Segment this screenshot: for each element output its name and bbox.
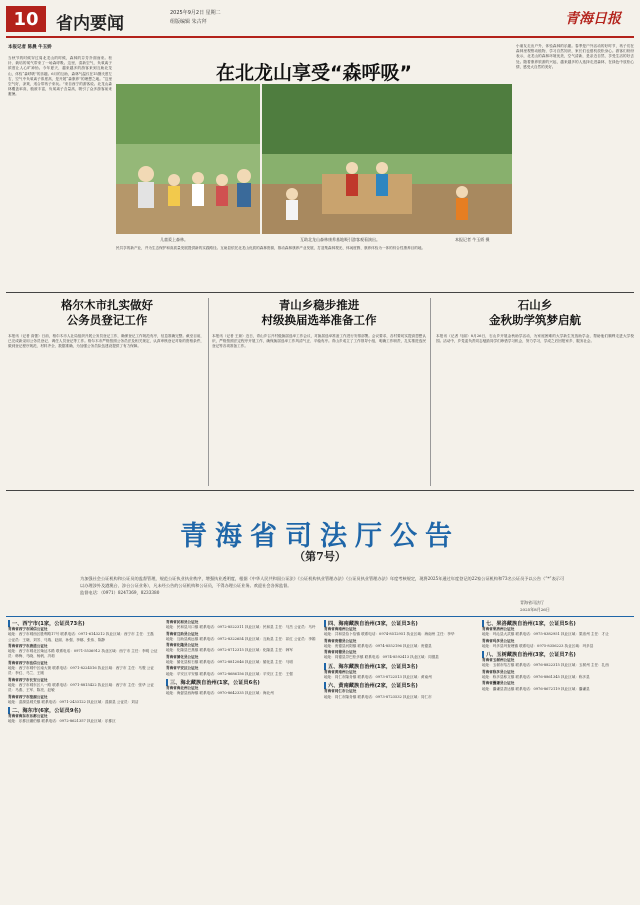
notice-entry (324, 689, 474, 700)
notice-top-rule (6, 616, 634, 617)
notice-entry (482, 627, 634, 638)
notice-entry (166, 655, 316, 666)
feature-body-left: 当秋节的时候穿过周北龙山的时候，森林的芬芳扑面而来。松针、栽培的氧气带来了一场森呼吸。这里，清新空气，负氧离子浓度让人心旷神怡。今年夏天，越来越多的游客来到互助北龙山，体验“森呼吸”的乐趣。6月的互助，森林气温仅在15摄氏度左右，空气中负氧离子浓度高，是开展“森康养”的理想之地。“这里空气好，凉爽，适合带孩子来玩。”来自西宁的游客说。北龙山森林覆盖率高，植被丰富，负氧离子含量高，吸引了众多游客前来避暑。 (8, 56, 112, 97)
feature-photo-left (116, 84, 260, 234)
notice-intro: 为加强社会公证机构和公证员的监督管理，规范公证执业执业秩序，增强执业透明度，根据《中华人民共和国公证法》《公证机构执业管理办法》《公证员执业管理办法》年度考核规定，现将2025年通过年度登记的22家公证机构和73名公证员予以公告（“*”表示可以办理涉外及港澳台、涉台公证业务），凡未经公告的公证机构和公证员，不得办理公证业务。欢迎社会各界监督。 (80, 576, 565, 588)
forest-performance-photo-icon (262, 84, 512, 234)
notice-section-heading: 一、西宁市(1家，公证员73名) (8, 620, 158, 627)
children-photo-icon (116, 84, 260, 234)
notice-entry (8, 627, 158, 643)
notice-entry (324, 627, 474, 638)
newspaper-logo: 青海日报 (565, 11, 621, 27)
section-title: 省内要闻 (56, 14, 124, 34)
entry-detail: 地址：玛多县玛查理镇 联系电话：0975-8356223 执业区域：玛多县 (482, 643, 594, 648)
entry-detail: 地址：西宁市城西区胜利路17号 联系电话：0971-6143212 执业区域：西宁市 主任：王磊 公证员：王晓、刘芳、马瑞、赵丽、孙强、李娜、张伟、陈静 (8, 632, 154, 642)
entry-detail: 地址：海晏县西海镇 联系电话：0970-8642335 执业区域：海北州 (166, 691, 274, 696)
entry-name: 青海省西宁市国信公证处 (8, 627, 48, 631)
entry-detail: 地址：同德县尕巴松多镇 联系电话：0974-8592413 执业区域：同德县 (324, 655, 439, 660)
article-body-geermu: 本报讯（记者 高蕾）日前，格尔木市人社局组织开展公务员登记工作，确保登记工作规范有序，信息准确完整。截至目前，已完成新录用公务员登记、调任人员登记等工作。格尔木市严格按照公务员法及相关规定，认真审核登记对象的资格条件，做到登记程序规范、材料齐全、数据准确，为加强公务员队伍建设提供了有力保障。 (8, 334, 204, 349)
editor-line: 组版编辑 朱古拜 (170, 19, 207, 25)
entry-detail: 地址：湟源县城关镇 联系电话：0971-2433122 执业区域：湟源县 公证员：刘洁 (8, 699, 139, 704)
notice-entry (166, 666, 316, 677)
notice-signature-org: 青海省司法厅 (520, 600, 544, 605)
entry-name: 青海省循化县公证处 (166, 654, 199, 659)
notice-entry (166, 686, 316, 697)
notice-entry (482, 670, 634, 681)
entry-detail: 地址：西宁市城东区八一路 联系电话：0971-8815422 执业区域：西宁市 主任：张华 公证员：马燕、王军、陈亮、赵敏 (8, 682, 154, 693)
notice-entry (8, 714, 158, 725)
feature-body-right: 小朋友走出户外，体验森林的乐趣。春季是户外活动的好时节，孩子们在森林里观察动植物，学习自然知识，家长们也借机放松身心。游客们纷纷表示，北龙山的森林环境优美，空气清新，是亲近自然、享受生活的好去处。随着康养旅游的兴起，越来越多的人选择走进森林，在绿色中放松心情，感受大自然的美好。 (516, 44, 634, 69)
notice-entry (482, 639, 634, 650)
notice-entry (482, 681, 634, 692)
photo-caption-left: 儿童爱上森林。 (160, 237, 188, 242)
notice-col-3 (324, 620, 474, 902)
notice-entry (324, 639, 474, 650)
entry-detail: 地址：互助县威远镇 联系电话：0972-8322654 执业区域：互助县 主任：祁红 公证员：李娟 (166, 636, 316, 641)
entry-name: 青海省西宁市法信公证处 (8, 660, 48, 665)
notice-col-2 (166, 620, 316, 902)
notice-entry (8, 644, 158, 660)
notice-phone: 监督电话：（0971）8247369，8233380 (80, 590, 160, 595)
entry-name: 青海省西宁市唐道公证处 (8, 643, 48, 648)
notice-col-1 (8, 620, 158, 902)
entry-name: 青海省平安区公证处 (166, 666, 199, 671)
articles-divider (6, 490, 634, 491)
page-number: 10 (6, 6, 46, 32)
entry-detail: 地址：同仁市隆务镇 联系电话：0973-8723532 执业区域：同仁市 (324, 694, 432, 699)
article-col-divider-1 (208, 298, 209, 486)
entry-detail: 地址：循化县积石镇 联系电话：0972-8812046 执业区域：循化县 主任：马明 (166, 660, 293, 665)
entry-name: 青海省同德县公证处 (324, 650, 357, 655)
notice-entry (166, 643, 316, 654)
entry-detail: 地址：囊谦县香达镇 联系电话：0976-8672119 执业区域：囊谦县 (482, 686, 590, 691)
entry-detail: 地址：平安区平安镇 联系电话：0972-8686156 执业区域：平安区 主任：王强 (166, 671, 293, 676)
entry-detail: 地址：玛沁县大武镇 联系电话：0975-8382951 执业区域：果洛州 主任：才让 (482, 632, 609, 637)
notice-section-heading: 七、果洛藏族自治州(1家，公证员5名) (482, 620, 634, 627)
article-body-shishan: 本报讯（记者 马丽）8月26日，石山乡开展金秋助学活动，为家庭困难的大学新生发放助学金，帮助他们顺利走进大学校园。活动中，乡党委负责同志勉励同学们珍惜学习机会，努力学习，学成之后回报家乡、服务社会。 (436, 334, 634, 344)
notice-section-heading: 三、海北藏族自治州(1家，公证员6名) (166, 679, 316, 686)
notice-title: 青海省司法厅公告 (180, 521, 460, 552)
entry-detail: 地址：民和县川口镇 联系电话：0972-8522311 执业区域：民和县 主任：马杰 公证员：马玲 (166, 625, 316, 630)
feature-divider (6, 292, 634, 293)
notice-section-heading: 八、玉树藏族自治州(3家，公证员7名) (482, 651, 634, 658)
feature-photo-right (262, 84, 512, 234)
article-body-qingshan: 本报讯（记者 王琼）近日，青山乡召开村级换届选举工作会议，对换届选举准备工作进行安排部署。会议要求，各村要切实提高思想认识，严格按照法定程序开展工作，确保换届选举工作风清气正、平稳有序。青山乡成立了工作领导小组，明确工作职责，扎实推进选民登记等各项准备工作。 (212, 334, 426, 349)
entry-name: 青海省民和县公证处 (166, 620, 199, 624)
entry-detail: 地址：西宁市城北区柴达木路 联系电话：0971-5536912 执业区域：西宁市 主任：李明 公证员：韩梅、马晓、杨帆、冯莉 (8, 649, 158, 659)
notice-entry (8, 678, 158, 694)
article-title-geermu: 格尔木市扎实做好 公务员登记工作 (61, 298, 153, 327)
entry-name: 青海省称多县公证处 (482, 669, 515, 674)
entry-detail: 地址：称多县称文镇 联系电话：0976-8861345 执业区域：称多县 (482, 675, 590, 680)
notice-entry (8, 661, 158, 677)
entry-detail: 地址：化隆县巴燕镇 联系电话：0972-8712315 执业区域：化隆县 主任：韩军 (166, 648, 293, 653)
entry-detail: 地址：同仁市隆务镇 联系电话：0973-8722513 执业区域：黄南州 (324, 675, 432, 680)
notice-number: （第7号） (294, 550, 346, 563)
entry-name: 青海省化隆县公证处 (166, 643, 199, 648)
notice-col-4 (482, 620, 634, 902)
notice-entry (166, 632, 316, 643)
photo-credit: 本报记者 牛玉娇 摄 (455, 237, 490, 242)
notice-entry (482, 658, 634, 669)
feature-title: 在北龙山享受“森呼吸” (216, 62, 412, 84)
entry-name: 青海省黄南州公证处 (324, 669, 357, 674)
date-line: 2025年9月2日 星期二 (170, 10, 221, 16)
entry-name: 青海省果洛州公证处 (482, 627, 515, 631)
feature-byline: 本报记者 陈晨 牛玉娇 (8, 45, 52, 50)
notice-section-heading: 四、海南藏族自治州(3家，公证员3名) (324, 620, 474, 627)
photo-caption-mid: 互助北龙山森林康养基地吸引游客观看演出。 (300, 237, 380, 242)
notice-entry (324, 670, 474, 681)
entry-name: 青海省贵德县公证处 (324, 638, 357, 643)
notice-signature-date: 2025年8月26日 (520, 607, 550, 612)
entry-name: 青海省海北州公证处 (166, 685, 199, 690)
entry-name: 青海省海南州公证处 (324, 627, 357, 631)
entry-detail: 地址：玉树市结古镇 联系电话：0976-8822315 执业区域：玉树州 主任：扎西 (482, 663, 609, 668)
article-title-shishan: 石山乡 金秋助学筑梦启航 (489, 298, 581, 327)
feature-body-mid: 民共享的新产业，并为生态保护和高质量发展提供新的实践路径。互助县依托北龙山优质的森林资源，推动森林康养产业发展，打造集森林观光、休闲度假、康养体验为一体的综合性康养目的地。 (116, 246, 426, 250)
entry-name: 青海省囊谦县公证处 (482, 681, 515, 686)
entry-name: 青海省玛多县公证处 (482, 638, 515, 643)
article-title-qingshan: 青山乡稳步推进 村级换届选举准备工作 (261, 298, 377, 327)
entry-detail: 地址：西宁市城中区南大街 联系电话：0971-8224516 执业区域：西宁市 主任：马骏 公证员：李红、马兰、王刚 (8, 666, 154, 676)
entry-detail: 地址：乐都区碾伯镇 联系电话：0972-8621357 执业区域：乐都区 (8, 719, 116, 724)
notice-section-heading: 六、黄南藏族自治州(2家，公证员5名) (324, 682, 474, 689)
entry-name: 青海省互助县公证处 (166, 631, 199, 636)
entry-name: 青海省海东市乐都公证处 (8, 714, 48, 719)
notice-entry (324, 650, 474, 661)
notice-section-heading: 二、海东市(6家，公证员9名) (8, 707, 158, 714)
notice-section-heading: 五、海东藏族自治州(1家，公证员3名) (324, 663, 474, 670)
article-col-divider-2 (430, 298, 431, 486)
header-rule (6, 36, 634, 38)
entry-name: 青海省西宁市湟源公证处 (8, 694, 48, 699)
entry-detail: 地址：贵德县河阴镇 联系电话：0974-8552196 执业区域：贵德县 (324, 643, 432, 648)
entry-name: 青海省西宁市长安公证处 (8, 677, 48, 682)
notice-entry (8, 695, 158, 706)
notice-entry (166, 620, 316, 631)
entry-name: 青海省玉树州公证处 (482, 658, 515, 663)
entry-name: 青海省同仁市公证处 (324, 689, 357, 694)
entry-detail: 地址：共和县恰卜恰镇 联系电话：0974-8512951 执业区域：海南州 主任：李华 (324, 632, 455, 637)
